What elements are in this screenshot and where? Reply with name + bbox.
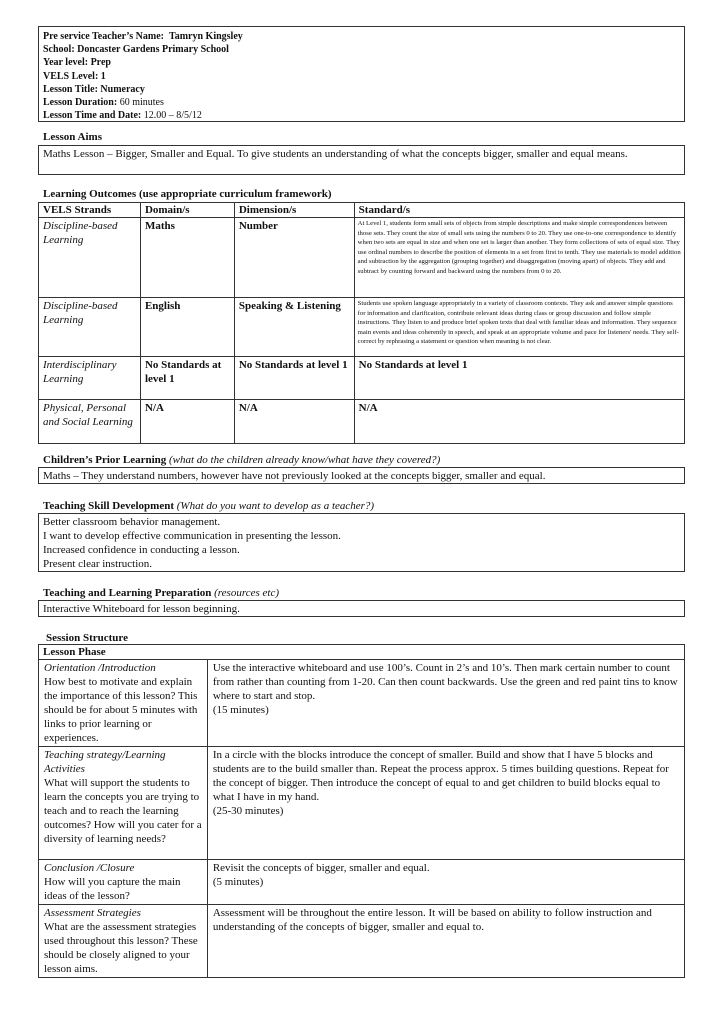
lesson-duration-line: Lesson Duration: 60 minutes bbox=[43, 97, 164, 109]
list-item: Better classroom behavior management. bbox=[43, 516, 221, 528]
strand-cell: Discipline-based Learning bbox=[39, 298, 141, 357]
table-row bbox=[39, 905, 685, 978]
table-row bbox=[39, 747, 685, 860]
strand-cell: Interdisciplinary Learning bbox=[39, 357, 141, 400]
phase-content: Use the interactive whiteboard and use 100’s. Count in 2’s and 10’s. Then mark certain number to count from rather than counting from 1-20. Can then count backwards. Use the green and red paint tins to know where to start and stop. bbox=[212, 662, 678, 702]
domain-cell: N/A bbox=[140, 400, 234, 444]
column-header: Standard/s bbox=[354, 203, 684, 218]
year-level-line: Year level: Prep bbox=[43, 57, 111, 69]
phase-description: What are the assessment strategies used throughout this lesson? These should be closely aligned to your lesson aims. bbox=[44, 921, 198, 975]
domain-cell: English bbox=[140, 298, 234, 357]
table-row bbox=[39, 860, 685, 905]
column-header: VELS Strands bbox=[39, 203, 141, 218]
phase-description: What will support the students to learn the concepts you are trying to teach and to reach the learning outcomes? How will you cater for a diversity of learning needs? bbox=[44, 777, 202, 845]
prior-learning-title: Children’s Prior Learning (what do the children already know/what have they covered?) bbox=[43, 454, 441, 466]
standard-cell: N/A bbox=[354, 400, 684, 444]
table-row bbox=[39, 298, 685, 357]
skill-development-box bbox=[38, 513, 685, 572]
strand-cell: Physical, Personal and Social Learning bbox=[39, 400, 141, 444]
list-item: I want to develop effective communication in presenting the lesson. bbox=[43, 530, 341, 542]
phase-time: (15 minutes) bbox=[212, 704, 269, 716]
domain-cell: Maths bbox=[140, 218, 234, 298]
lesson-header-box bbox=[38, 26, 685, 122]
year-level: Prep bbox=[90, 57, 111, 69]
teacher-name: Tamryn Kingsley bbox=[168, 31, 243, 42]
lesson-title: Numeracy bbox=[100, 83, 145, 95]
learning-outcomes-table bbox=[38, 202, 685, 444]
lesson-phase-header: Lesson Phase bbox=[39, 645, 685, 660]
skill-development-subtitle: (What do you want to develop as a teacher?) bbox=[176, 500, 375, 512]
preparation-text: Interactive Whiteboard for lesson beginning. bbox=[38, 600, 685, 617]
table-row bbox=[39, 218, 685, 298]
list-item: Present clear instruction. bbox=[43, 558, 153, 570]
preparation-title: Teaching and Learning Preparation (resources etc) bbox=[43, 587, 279, 599]
phase-title: Orientation /Introduction bbox=[44, 662, 156, 674]
phase-content-cell bbox=[207, 860, 684, 905]
session-structure-table bbox=[38, 644, 685, 978]
phase-time: (25-30 minutes) bbox=[212, 805, 284, 817]
standard-cell: Students use spoken language appropriately in a variety of classroom contexts. They ask and answer simple questions for information and clarification, contribute relevant ideas during class or group discussion and follow simple instructions. They listen to and produce brief spoken texts that deal with familiar ideas and information. They sequence main events and ideas coherently in speech, and speak at an appropriate volume and pace for listeners' needs. They self-correct by rephrasing a statement or question when meaning is not clear. bbox=[354, 298, 684, 357]
phase-cell bbox=[39, 860, 208, 905]
column-header: Domain/s bbox=[140, 203, 234, 218]
phase-content: Revisit the concepts of bigger, smaller and equal. bbox=[212, 862, 430, 874]
lesson-duration: 60 minutes bbox=[119, 97, 164, 109]
lesson-title-line: Lesson Title: Numeracy bbox=[43, 83, 145, 95]
teacher-name-line: Pre service Teacher’s Name: Tamryn Kingsley bbox=[43, 31, 243, 42]
lesson-time: 12.00 – 8/5/12 bbox=[143, 110, 202, 122]
phase-cell bbox=[39, 660, 208, 747]
phase-content-cell bbox=[207, 660, 684, 747]
phase-time: (5 minutes) bbox=[212, 876, 264, 888]
lesson-aims-text: Maths Lesson – Bigger, Smaller and Equal. To give students an understanding of what the concepts bigger, smaller and equal means. bbox=[38, 145, 685, 175]
dimension-cell: N/A bbox=[234, 400, 354, 444]
standard-cell: No Standards at level 1 bbox=[354, 357, 684, 400]
phase-content: Assessment will be throughout the entire lesson. It will be based on ability to follow instruction and understanding of the concepts of bigger, smaller and equal to. bbox=[212, 907, 652, 933]
phase-content-cell bbox=[207, 905, 684, 978]
school-line: School: Doncaster Gardens Primary School bbox=[43, 44, 229, 56]
vels-level-line: VELS Level: 1 bbox=[43, 70, 106, 82]
session-structure-title: Session Structure bbox=[46, 632, 128, 644]
phase-content-cell bbox=[207, 747, 684, 860]
standard-cell: At Level 1, students form small sets of objects from simple descriptions and make simple correspondences between those sets. They count the size of small sets using the numbers 0 to 20. They use one-to-one correspondence to identify when two sets are equal in size and when one set is larger than another. They form collections of sets of equal size. They use ordinal numbers to describe the position of elements in a set from first to tenth. They use materials to model addition and subtraction by the aggregation (grouping together) and disaggregation (moving apart) of objects. They add and subtract by counting forward and backward using the numbers from 0 to 20. bbox=[354, 218, 684, 298]
learning-outcomes-title: Learning Outcomes (use appropriate curriculum framework) bbox=[43, 188, 332, 200]
skill-development-title: Teaching Skill Development (What do you want to develop as a teacher?) bbox=[43, 500, 375, 512]
phase-title: Assessment Strategies bbox=[44, 907, 141, 919]
dimension-cell: Number bbox=[234, 218, 354, 298]
table-row bbox=[39, 400, 685, 444]
domain-cell: No Standards at level 1 bbox=[140, 357, 234, 400]
strand-cell: Discipline-based Learning bbox=[39, 218, 141, 298]
phase-description: How best to motivate and explain the importance of this lesson? This should be for about 5 minutes with links to prior learning or experiences. bbox=[44, 676, 198, 744]
list-item: Increased confidence in conducting a lesson. bbox=[43, 544, 240, 556]
phase-cell bbox=[39, 747, 208, 860]
phase-content: In a circle with the blocks introduce the concept of smaller. Build and show that I have 5 blocks and students are to the build smaller than. Repeat the process approx. 5 times building questions. Repeat for the concept of bigger. Then introduce the concept of equal to and get children to build blocks equal to what I have in my hand. bbox=[212, 749, 669, 803]
prior-learning-text: Maths – They understand numbers, however have not previously looked at the concepts bigger, smaller and equal. bbox=[38, 467, 685, 484]
phase-title: Teaching strategy/Learning Activities bbox=[44, 749, 166, 775]
table-header-row bbox=[39, 203, 685, 218]
vels-level: 1 bbox=[100, 70, 106, 82]
school-name: Doncaster Gardens Primary School bbox=[77, 44, 229, 56]
prior-learning-subtitle: (what do the children already know/what have they covered?) bbox=[169, 454, 441, 466]
table-row bbox=[39, 660, 685, 747]
phase-cell bbox=[39, 905, 208, 978]
phase-title: Conclusion /Closure bbox=[44, 862, 135, 874]
dimension-cell: Speaking & Listening bbox=[234, 298, 354, 357]
dimension-cell: No Standards at level 1 bbox=[234, 357, 354, 400]
preparation-subtitle: (resources etc) bbox=[214, 587, 279, 599]
lesson-aims-title: Lesson Aims bbox=[43, 131, 102, 143]
table-row bbox=[39, 357, 685, 400]
phase-description: How will you capture the main ideas of the lesson? bbox=[44, 876, 181, 902]
column-header: Dimension/s bbox=[234, 203, 354, 218]
table-header-row bbox=[39, 645, 685, 660]
lesson-time-line: Lesson Time and Date: 12.00 – 8/5/12 bbox=[43, 110, 202, 122]
